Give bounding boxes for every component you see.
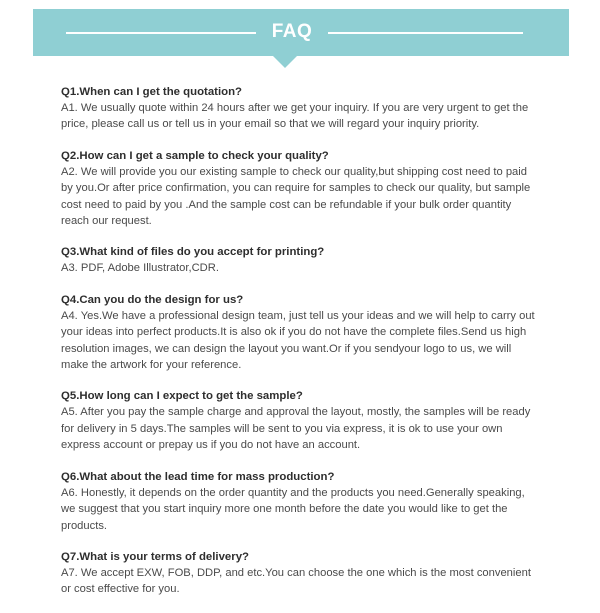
faq-question: Q5.How long can I expect to get the sample? [61,390,303,403]
faq-item-2 [61,148,541,230]
faq-answer: A3. PDF, Adobe Illustrator,CDR. [61,262,219,275]
faq-answer: A4. Yes.We have a professional design team, just tell us your ideas and we will help to carry out your ideas into perfect products.It is also ok if you do not have the complete files.Send us high resolution images, we can design the layout you want.Or if you sendyour logo to us, we will make the artwork for your reference. [61,309,535,372]
faq-question: Q2.How can I get a sample to check your quality? [61,149,329,162]
faq-item-3 [61,244,541,276]
banner-divider-right [328,32,523,34]
faq-question: Q1.When can I get the quotation? [61,86,242,98]
page-title: FAQ [271,21,313,42]
faq-item-7 [61,549,541,598]
faq-answer: A6. Honestly, it depends on the order quantity and the products you need.Generally speaking, we suggest that you start inquiry more one month before the date you would like to get the products. [61,486,525,532]
faq-item-4 [61,292,541,374]
banner-divider-left [66,32,256,34]
faq-list [61,84,541,613]
faq-item-6 [61,469,541,534]
faq-item-5 [61,388,541,453]
faq-answer: A5. After you pay the sample charge and approval the layout, mostly, the samples will be ready for delivery in 5 days.The samples will be sent to you via express, it is ok to use your own express account or prepay us if you do not have an account. [61,406,531,452]
faq-question: Q6.What about the lead time for mass production? [61,470,335,483]
faq-question: Q4.Can you do the design for us? [61,293,244,306]
banner-pointer [272,55,298,68]
faq-item-1 [61,84,541,133]
faq-question: Q7.What is your terms of delivery? [61,550,249,563]
faq-answer: A2. We will provide you our existing sample to check our quality,but shipping cost need to paid by you.Or after price confirmation, you can require for samples to check our quality, but sample cost need to paid by you .And the sample cost can be refundable if your bulk order quantity reach our request. [61,165,531,228]
faq-answer: A1. We usually quote within 24 hours after we get your inquiry. If you are very urgent to get the price, please call us or tell us in your email so that we will regard your inquiry priority. [61,102,529,131]
faq-answer: A7. We accept EXW, FOB, DDP, and etc.You can choose the one which is the most convenient or cost effective for you. [61,566,531,596]
faq-question: Q3.What kind of files do you accept for printing? [61,246,325,259]
